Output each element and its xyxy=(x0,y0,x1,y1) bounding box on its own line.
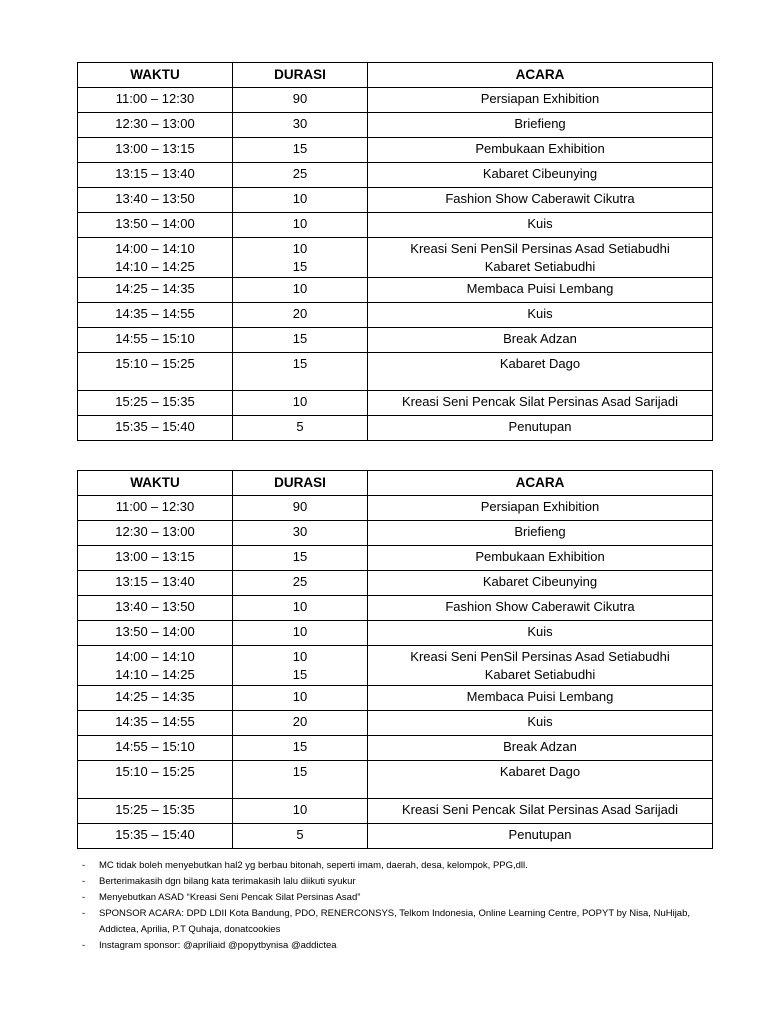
waktu-text: 13:00 – 13:15 xyxy=(115,141,195,156)
acara-text: Kuis xyxy=(527,624,553,639)
cell-waktu xyxy=(78,188,233,213)
cell-acara xyxy=(368,163,713,188)
waktu-text: 12:30 – 13:00 xyxy=(115,524,195,539)
schedule-row xyxy=(78,391,713,416)
cell-acara xyxy=(368,621,713,646)
acara-text: Kreasi Seni Pencak Silat Persinas Asad Sarijadi xyxy=(401,802,679,817)
durasi-text: 15 xyxy=(292,141,308,156)
cell-waktu xyxy=(78,416,233,441)
acara-text: Penutupan xyxy=(508,827,572,842)
waktu-text: 13:15 – 13:40 xyxy=(115,574,195,589)
durasi-text: 10 xyxy=(292,241,308,256)
schedule-row xyxy=(78,303,713,328)
durasi-text: 90 xyxy=(292,91,308,106)
cell-durasi xyxy=(233,163,368,188)
cell-durasi xyxy=(233,238,368,278)
schedule-row xyxy=(78,799,713,824)
note-item: - MC tidak boleh menyebutkan hal2 yg berbau bitonah, seperti imam, daerah, desa, kelompok, PPG,dll. xyxy=(82,858,712,874)
waktu-text: 14:25 – 14:35 xyxy=(115,281,195,296)
acara-text: Membaca Puisi Lembang xyxy=(466,281,614,296)
waktu-text: 13:00 – 13:15 xyxy=(115,549,195,564)
waktu-text: 13:40 – 13:50 xyxy=(115,599,195,614)
durasi-text: 20 xyxy=(292,714,308,729)
header-row xyxy=(78,471,713,496)
cell-waktu xyxy=(78,163,233,188)
cell-durasi xyxy=(233,416,368,441)
cell-durasi xyxy=(233,328,368,353)
cell-acara xyxy=(368,824,713,849)
cell-durasi xyxy=(233,278,368,303)
cell-waktu xyxy=(78,686,233,711)
cell-durasi xyxy=(233,391,368,416)
acara-text: Kreasi Seni PenSil Persinas Asad Setiabudhi xyxy=(410,649,670,664)
cell-durasi xyxy=(233,736,368,761)
cell-durasi xyxy=(233,353,368,391)
cell-acara xyxy=(368,188,713,213)
waktu-text: 15:25 – 15:35 xyxy=(115,394,195,409)
cell-waktu xyxy=(78,496,233,521)
durasi-text: 90 xyxy=(292,499,308,514)
cell-durasi xyxy=(233,303,368,328)
header-durasi: DURASI xyxy=(233,471,368,496)
acara-text: Persiapan Exhibition xyxy=(480,499,600,514)
acara-text: Kabaret Setiabudhi xyxy=(484,667,596,682)
cell-acara xyxy=(368,646,713,686)
cell-acara xyxy=(368,799,713,824)
header-waktu: WAKTU xyxy=(78,471,233,496)
durasi-text: 25 xyxy=(292,574,308,589)
cell-durasi xyxy=(233,711,368,736)
schedule-row xyxy=(78,278,713,303)
waktu-text: 14:35 – 14:55 xyxy=(115,306,195,321)
cell-durasi xyxy=(233,138,368,163)
cell-waktu xyxy=(78,546,233,571)
acara-text: Kuis xyxy=(527,216,553,231)
cell-waktu xyxy=(78,621,233,646)
cell-waktu xyxy=(78,521,233,546)
cell-waktu xyxy=(78,303,233,328)
notes-list xyxy=(82,858,712,954)
durasi-text: 30 xyxy=(292,116,308,131)
durasi-text: 10 xyxy=(292,689,308,704)
durasi-text: 10 xyxy=(292,191,308,206)
waktu-text: 13:50 – 14:00 xyxy=(115,216,195,231)
schedule-row xyxy=(78,213,713,238)
cell-waktu xyxy=(78,391,233,416)
cell-durasi xyxy=(233,761,368,799)
cell-waktu xyxy=(78,736,233,761)
durasi-text: 10 xyxy=(292,216,308,231)
waktu-text: 12:30 – 13:00 xyxy=(115,116,195,131)
waktu-text: 14:55 – 15:10 xyxy=(115,331,195,346)
header-acara: ACARA xyxy=(368,63,713,88)
cell-acara xyxy=(368,391,713,416)
schedule-row xyxy=(78,188,713,213)
cell-acara xyxy=(368,521,713,546)
waktu-text: 15:10 – 15:25 xyxy=(115,764,195,779)
cell-waktu xyxy=(78,138,233,163)
cell-durasi xyxy=(233,113,368,138)
durasi-text: 10 xyxy=(292,802,308,817)
acara-text: Kuis xyxy=(527,714,553,729)
header-acara: ACARA xyxy=(368,471,713,496)
cell-durasi xyxy=(233,621,368,646)
cell-acara xyxy=(368,213,713,238)
cell-acara xyxy=(368,546,713,571)
cell-waktu xyxy=(78,761,233,799)
note-item: - SPONSOR ACARA: DPD LDII Kota Bandung, PDO, RENERCONSYS, Telkom Indonesia, Online Learning Centre, POPYT by Nisa, NuHijab, Addictea, Aprilia, P.T Quhaja, donatcookies xyxy=(82,906,712,938)
waktu-text: 14:35 – 14:55 xyxy=(115,714,195,729)
durasi-text: 25 xyxy=(292,166,308,181)
acara-text: Fashion Show Caberawit Cikutra xyxy=(445,191,635,206)
cell-acara xyxy=(368,303,713,328)
durasi-text: 10 xyxy=(292,599,308,614)
cell-waktu xyxy=(78,328,233,353)
waktu-text: 15:35 – 15:40 xyxy=(115,827,195,842)
schedule-row xyxy=(78,521,713,546)
schedule-row xyxy=(78,686,713,711)
schedule-row xyxy=(78,824,713,849)
durasi-text: 10 xyxy=(292,649,308,664)
cell-durasi xyxy=(233,799,368,824)
schedule-row xyxy=(78,596,713,621)
durasi-text: 5 xyxy=(296,827,304,842)
durasi-text: 15 xyxy=(292,331,308,346)
acara-text: Break Adzan xyxy=(503,739,577,754)
waktu-text: 14:55 – 15:10 xyxy=(115,739,195,754)
cell-waktu xyxy=(78,596,233,621)
schedule-row xyxy=(78,496,713,521)
durasi-text: 15 xyxy=(292,259,308,274)
schedule-row xyxy=(78,621,713,646)
cell-acara xyxy=(368,416,713,441)
cell-acara xyxy=(368,571,713,596)
durasi-text: 30 xyxy=(292,524,308,539)
cell-waktu xyxy=(78,88,233,113)
schedule-row xyxy=(78,353,713,391)
schedule-table-1 xyxy=(77,62,713,441)
cell-acara xyxy=(368,88,713,113)
acara-text: Pembukaan Exhibition xyxy=(475,549,605,564)
schedule-row xyxy=(78,761,713,799)
cell-durasi xyxy=(233,88,368,113)
cell-acara xyxy=(368,238,713,278)
acara-text: Pembukaan Exhibition xyxy=(475,141,605,156)
acara-text: Kabaret Dago xyxy=(499,764,581,779)
schedule-row xyxy=(78,711,713,736)
cell-durasi xyxy=(233,521,368,546)
waktu-text: 13:40 – 13:50 xyxy=(115,191,195,206)
durasi-text: 15 xyxy=(292,549,308,564)
cell-waktu xyxy=(78,799,233,824)
acara-text: Fashion Show Caberawit Cikutra xyxy=(445,599,635,614)
note-item: - Menyebutkan ASAD “Kreasi Seni Pencak Silat Persinas Asad” xyxy=(82,890,712,906)
schedule-row xyxy=(78,736,713,761)
schedule-table-2 xyxy=(77,470,713,849)
cell-durasi xyxy=(233,546,368,571)
cell-acara xyxy=(368,711,713,736)
cell-acara xyxy=(368,686,713,711)
waktu-text: 14:10 – 14:25 xyxy=(115,259,195,274)
schedule-row xyxy=(78,571,713,596)
acara-text: Kabaret Cibeunying xyxy=(482,166,598,181)
cell-waktu xyxy=(78,646,233,686)
waktu-text: 15:10 – 15:25 xyxy=(115,356,195,371)
cell-durasi xyxy=(233,646,368,686)
acara-text: Persiapan Exhibition xyxy=(480,91,600,106)
cell-waktu xyxy=(78,711,233,736)
schedule-row xyxy=(78,416,713,441)
cell-acara xyxy=(368,353,713,391)
schedule-row xyxy=(78,238,713,278)
acara-text: Membaca Puisi Lembang xyxy=(466,689,614,704)
acara-text: Briefieng xyxy=(514,524,566,539)
durasi-text: 15 xyxy=(292,356,308,371)
cell-waktu xyxy=(78,571,233,596)
acara-text: Kabaret Setiabudhi xyxy=(484,259,596,274)
cell-durasi xyxy=(233,213,368,238)
acara-text: Kabaret Cibeunying xyxy=(482,574,598,589)
cell-waktu xyxy=(78,353,233,391)
schedule-row xyxy=(78,163,713,188)
header-durasi: DURASI xyxy=(233,63,368,88)
waktu-text: 15:35 – 15:40 xyxy=(115,419,195,434)
durasi-text: 15 xyxy=(292,739,308,754)
acara-text: Penutupan xyxy=(508,419,572,434)
acara-text: Kuis xyxy=(527,306,553,321)
waktu-text: 14:25 – 14:35 xyxy=(115,689,195,704)
cell-acara xyxy=(368,736,713,761)
acara-text: Kreasi Seni Pencak Silat Persinas Asad Sarijadi xyxy=(401,394,679,409)
waktu-text: 15:25 – 15:35 xyxy=(115,802,195,817)
schedule-row xyxy=(78,546,713,571)
cell-acara xyxy=(368,496,713,521)
cell-waktu xyxy=(78,278,233,303)
cell-waktu xyxy=(78,213,233,238)
cell-durasi xyxy=(233,188,368,213)
durasi-text: 5 xyxy=(296,419,304,434)
cell-acara xyxy=(368,278,713,303)
acara-text: Break Adzan xyxy=(503,331,577,346)
cell-durasi xyxy=(233,596,368,621)
durasi-text: 10 xyxy=(292,281,308,296)
cell-waktu xyxy=(78,238,233,278)
header-row xyxy=(78,63,713,88)
waktu-text: 11:00 – 12:30 xyxy=(115,499,195,514)
cell-durasi xyxy=(233,824,368,849)
schedule-row xyxy=(78,88,713,113)
durasi-text: 20 xyxy=(292,306,308,321)
cell-acara xyxy=(368,761,713,799)
waktu-text: 14:00 – 14:10 xyxy=(115,241,195,256)
note-item: - Berterimakasih dgn bilang kata terimakasih lalu diikuti syukur xyxy=(82,874,712,890)
durasi-text: 10 xyxy=(292,624,308,639)
waktu-text: 14:10 – 14:25 xyxy=(115,667,195,682)
cell-acara xyxy=(368,328,713,353)
acara-text: Briefieng xyxy=(514,116,566,131)
waktu-text: 13:50 – 14:00 xyxy=(115,624,195,639)
cell-acara xyxy=(368,138,713,163)
cell-waktu xyxy=(78,113,233,138)
schedule-row xyxy=(78,113,713,138)
cell-durasi xyxy=(233,686,368,711)
schedule-row xyxy=(78,328,713,353)
cell-durasi xyxy=(233,496,368,521)
schedule-row xyxy=(78,646,713,686)
cell-acara xyxy=(368,596,713,621)
cell-waktu xyxy=(78,824,233,849)
schedule-row xyxy=(78,138,713,163)
acara-text: Kreasi Seni PenSil Persinas Asad Setiabudhi xyxy=(410,241,670,256)
acara-text: Kabaret Dago xyxy=(499,356,581,371)
note-item: - Instagram sponsor: @apriliaid @popytbynisa @addictea xyxy=(82,938,712,954)
waktu-text: 13:15 – 13:40 xyxy=(115,166,195,181)
durasi-text: 15 xyxy=(292,764,308,779)
durasi-text: 10 xyxy=(292,394,308,409)
cell-durasi xyxy=(233,571,368,596)
waktu-text: 11:00 – 12:30 xyxy=(115,91,195,106)
waktu-text: 14:00 – 14:10 xyxy=(115,649,195,664)
header-waktu: WAKTU xyxy=(78,63,233,88)
durasi-text: 15 xyxy=(292,667,308,682)
cell-acara xyxy=(368,113,713,138)
